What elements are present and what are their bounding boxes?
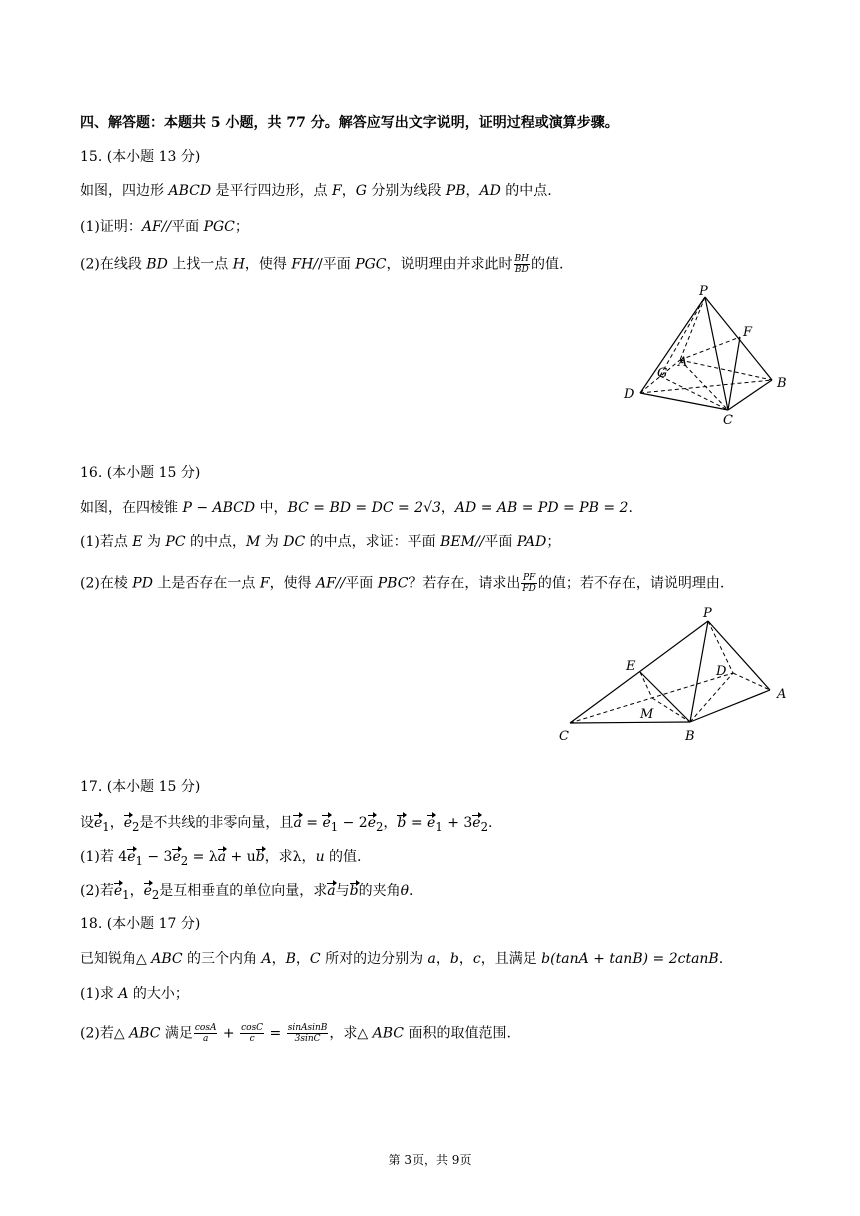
q18-part2: (2)若△ ABC 满足 $\frac{\cos A}{a}$ + $\frac{\cos C}{c}$ = $\frac{\text{sinAsinB}}{3\sin C}$ ，求△ ABC 面积的取值范围. (80, 1023, 511, 1044)
fraction-bh-bd: $\frac{BH}{BD}$ (514, 254, 529, 275)
label-C: C (559, 729, 569, 744)
label-D: D (716, 664, 727, 679)
q15-pyramid-figure (620, 280, 800, 430)
q16-part1: (1)若点 E 为 PC 的中点，M 为 DC 的中点，求证：平面 BEM//平面 PAD； (80, 534, 561, 550)
fraction-pf-fd: $\frac{PF}{FD}$ (522, 573, 536, 594)
q18-header: 18. (本小题 17 分) (80, 916, 201, 932)
label-F: F (743, 325, 753, 340)
q15-part2: (2)在线段 BD 上找一点 H，使得 FH//平面 PGC，说明理由并求此时 $\frac{BH}{BD}$ 的值. (80, 254, 564, 275)
q15-part1: (1)证明：AF//平面 PGC； (80, 219, 249, 235)
q17-header: 17. (本小题 15 分) (80, 779, 201, 795)
q16-header: 16. (本小题 15 分) (80, 465, 201, 481)
label-P: P (699, 284, 708, 299)
q15-header: 15. (本小题 13 分) (80, 149, 201, 165)
label-E: E (626, 659, 636, 674)
label-P: P (703, 606, 712, 621)
label-G: G (657, 366, 668, 381)
label-B: B (685, 729, 695, 744)
label-B: B (777, 376, 787, 391)
q18-stem: 已知锐角△ ABC 的三个内角 A，B，C 所对的边分别为 a，b，c，且满足 b(tanA + tanB) = 2ctanB. (80, 951, 724, 967)
label-A: A (777, 687, 787, 702)
label-C: C (723, 413, 733, 428)
fraction-sinAsinB-3sinC: $\frac{\text{sinAsinB}}{3\sin C}$ (287, 1023, 328, 1044)
label-A: A (678, 355, 688, 370)
q16-stem: 如图，在四棱锥 P − ABCD 中，BC = BD = DC = 2√3，AD = AB = PD = PB = 2. (80, 500, 633, 516)
page-footer: 第 3页，共 9页 (388, 1153, 472, 1167)
q17-part2: (2)若$e_1$，$e_2$是互相垂直的单位向量，求a与b的夹角θ. (80, 883, 414, 902)
section-heading: 四、解答题：本题共 5 小题，共 77 分。解答应写出文字说明，证明过程或演算步骤。 (80, 115, 619, 131)
q17-part1: (1)若 $4e_1 - 3e_2 = \lambda a$ + ub，求λ，u 的值. (80, 849, 362, 868)
fraction-cosA-a: $\frac{\cos A}{a}$ (194, 1023, 217, 1044)
q15-stem: 如图，四边形 ABCD 是平行四边形，点 F，G 分别为线段 PB，AD 的中点. (80, 183, 552, 199)
fraction-cosC-c: $\frac{\cos C}{c}$ (241, 1023, 264, 1044)
q17-stem: 设$e_1$，$e_2$是不共线的非零向量，且$a = e_1 - 2e_2$，$b = e_1 + 3e_2$. (80, 815, 493, 834)
q16-part2: (2)在棱 PD 上是否存在一点 F，使得 AF//平面 PBC？若存在，请求出 $\frac{PF}{FD}$ 的值；若不存在，请说明理由. (80, 573, 725, 594)
q18-part1: (1)求 A 的大小； (80, 986, 189, 1002)
q16-pyramid-figure (550, 600, 800, 750)
label-D: D (624, 387, 635, 402)
label-M: M (640, 707, 654, 722)
